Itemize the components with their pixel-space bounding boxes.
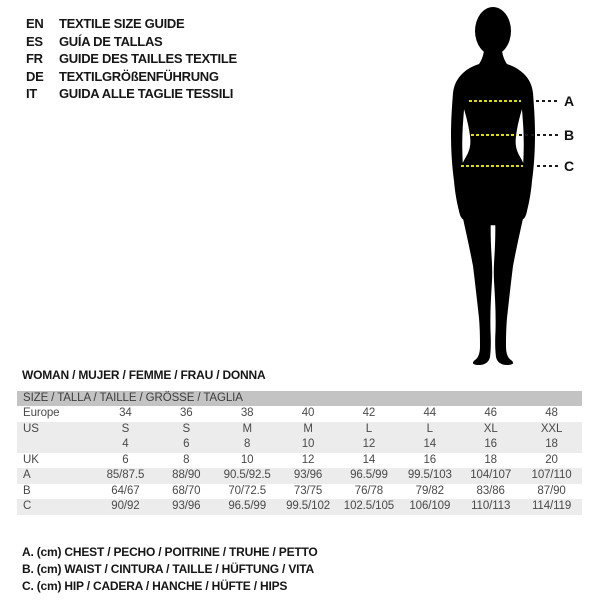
size-value: M bbox=[303, 422, 313, 435]
row-label: Europe bbox=[23, 407, 60, 419]
woman-silhouette-icon bbox=[418, 4, 568, 366]
language-row-fr bbox=[26, 50, 237, 68]
size-value: 16 bbox=[423, 453, 437, 466]
size-value: 4 bbox=[122, 438, 129, 450]
language-row-en bbox=[26, 15, 237, 33]
table-row-chest bbox=[17, 468, 582, 484]
language-title: GUIDA ALLE TAGLIE TESSILI bbox=[59, 86, 234, 102]
language-code: DE bbox=[26, 68, 44, 84]
table-row-europe bbox=[17, 406, 582, 422]
row-label: A bbox=[23, 469, 31, 481]
size-value: 10 bbox=[301, 438, 315, 450]
size-value: 83/86 bbox=[476, 484, 505, 497]
size-value: 20 bbox=[545, 453, 558, 466]
size-value: 76/78 bbox=[354, 484, 384, 497]
language-row-es bbox=[26, 33, 237, 51]
size-value: 93/96 bbox=[172, 500, 201, 512]
size-value: 110/113 bbox=[471, 500, 511, 512]
hip-connector-dashes bbox=[537, 165, 559, 167]
language-code: EN bbox=[26, 16, 44, 31]
size-value: 6 bbox=[122, 453, 129, 466]
size-value: 73/75 bbox=[293, 484, 323, 497]
row-label: B bbox=[23, 484, 31, 497]
language-row-it bbox=[26, 85, 237, 103]
size-value: S bbox=[121, 422, 130, 435]
table-row-uk bbox=[17, 453, 582, 469]
size-value: XXL bbox=[540, 422, 563, 435]
row-label: US bbox=[23, 422, 39, 435]
size-value: 99.5/103 bbox=[407, 469, 452, 481]
size-value: 90/92 bbox=[111, 500, 140, 512]
size-value: 42 bbox=[362, 407, 376, 419]
size-value: 6 bbox=[183, 438, 190, 450]
chest-measure-dashes bbox=[469, 100, 521, 102]
size-value: 46 bbox=[484, 407, 497, 419]
size-value: 107/110 bbox=[531, 469, 572, 481]
size-value: 38 bbox=[240, 407, 254, 419]
language-title-list bbox=[26, 15, 237, 103]
size-value: 34 bbox=[119, 407, 132, 419]
size-value: 18 bbox=[484, 453, 497, 466]
row-label: C bbox=[23, 500, 32, 512]
size-value: 48 bbox=[545, 407, 558, 419]
table-title: WOMAN / MUJER / FEMME / FRAU / DONNA bbox=[22, 368, 266, 382]
size-value: 8 bbox=[183, 453, 190, 466]
size-value: L bbox=[365, 422, 373, 435]
size-table bbox=[17, 391, 582, 515]
table-row-us bbox=[17, 422, 582, 438]
size-value: 90.5/92.5 bbox=[223, 469, 271, 481]
size-value: 114/119 bbox=[531, 500, 572, 512]
marker-label-b: B bbox=[564, 127, 575, 143]
size-value: 102.5/105 bbox=[343, 500, 395, 512]
size-value: 16 bbox=[484, 438, 497, 450]
language-title: GUIDE DES TAILLES TEXTILE bbox=[59, 51, 237, 67]
table-row-waist bbox=[17, 484, 582, 500]
size-value: 87/90 bbox=[537, 484, 566, 497]
size-value: 18 bbox=[545, 438, 558, 450]
size-value: 44 bbox=[423, 407, 437, 419]
language-title: TEXTILE SIZE GUIDE bbox=[59, 16, 185, 31]
row-label bbox=[17, 437, 95, 453]
size-value: 14 bbox=[362, 453, 376, 466]
size-value: M bbox=[242, 422, 252, 435]
size-value: 99.5/102 bbox=[286, 500, 331, 512]
waist-measure-dashes bbox=[471, 134, 517, 136]
size-value: 12 bbox=[301, 453, 315, 466]
legend-waist: B. (cm) WAIST / CINTURA / TAILLE / HÜFTUNG / VITA bbox=[22, 562, 314, 576]
language-code: IT bbox=[26, 86, 37, 102]
size-value: L bbox=[426, 422, 433, 435]
size-value: 70/72.5 bbox=[228, 484, 267, 497]
language-title: TEXTILGRÖßENFÜHRUNG bbox=[59, 68, 219, 84]
table-row-hip bbox=[17, 499, 582, 515]
size-value: 64/67 bbox=[111, 484, 140, 497]
table-row-us-numeric bbox=[17, 437, 582, 453]
size-value: 79/82 bbox=[415, 484, 444, 497]
size-value: 68/70 bbox=[172, 484, 201, 497]
legend-hip: C. (cm) HIP / CADERA / HANCHE / HÜFTE / HIPS bbox=[22, 579, 288, 593]
size-value: 106/109 bbox=[409, 500, 451, 512]
legend-chest: A. (cm) CHEST / PECHO / POITRINE / TRUHE / PETTO bbox=[22, 545, 318, 559]
hip-measure-dashes bbox=[461, 165, 523, 167]
chest-connector-dashes bbox=[536, 100, 559, 102]
size-value: 40 bbox=[301, 407, 315, 419]
size-value: S bbox=[182, 422, 191, 435]
language-row-de bbox=[26, 68, 237, 86]
size-value: 104/107 bbox=[470, 469, 512, 481]
size-value: 88/90 bbox=[172, 469, 201, 481]
size-value: 10 bbox=[240, 453, 254, 466]
size-value: 8 bbox=[244, 438, 251, 450]
measurement-legend bbox=[22, 544, 318, 595]
size-value: 85/87.5 bbox=[106, 469, 145, 481]
row-label: UK bbox=[23, 453, 39, 466]
marker-label-c: C bbox=[564, 158, 575, 174]
size-value: XL bbox=[483, 422, 498, 435]
size-value: 96.5/99 bbox=[228, 500, 267, 512]
waist-connector-dashes bbox=[519, 134, 559, 136]
size-value: 93/96 bbox=[293, 469, 323, 481]
language-code: FR bbox=[26, 51, 43, 67]
size-value: 14 bbox=[423, 438, 437, 450]
marker-label-a: A bbox=[564, 93, 575, 109]
language-code: ES bbox=[26, 33, 43, 49]
table-header: SIZE / TALLA / TAILLE / GRÖSSE / TAGLIA bbox=[17, 391, 582, 406]
size-value: 12 bbox=[362, 438, 376, 450]
size-value: 36 bbox=[180, 407, 193, 419]
size-value: 96.5/99 bbox=[350, 469, 388, 481]
language-title: GUÍA DE TALLAS bbox=[59, 33, 163, 49]
